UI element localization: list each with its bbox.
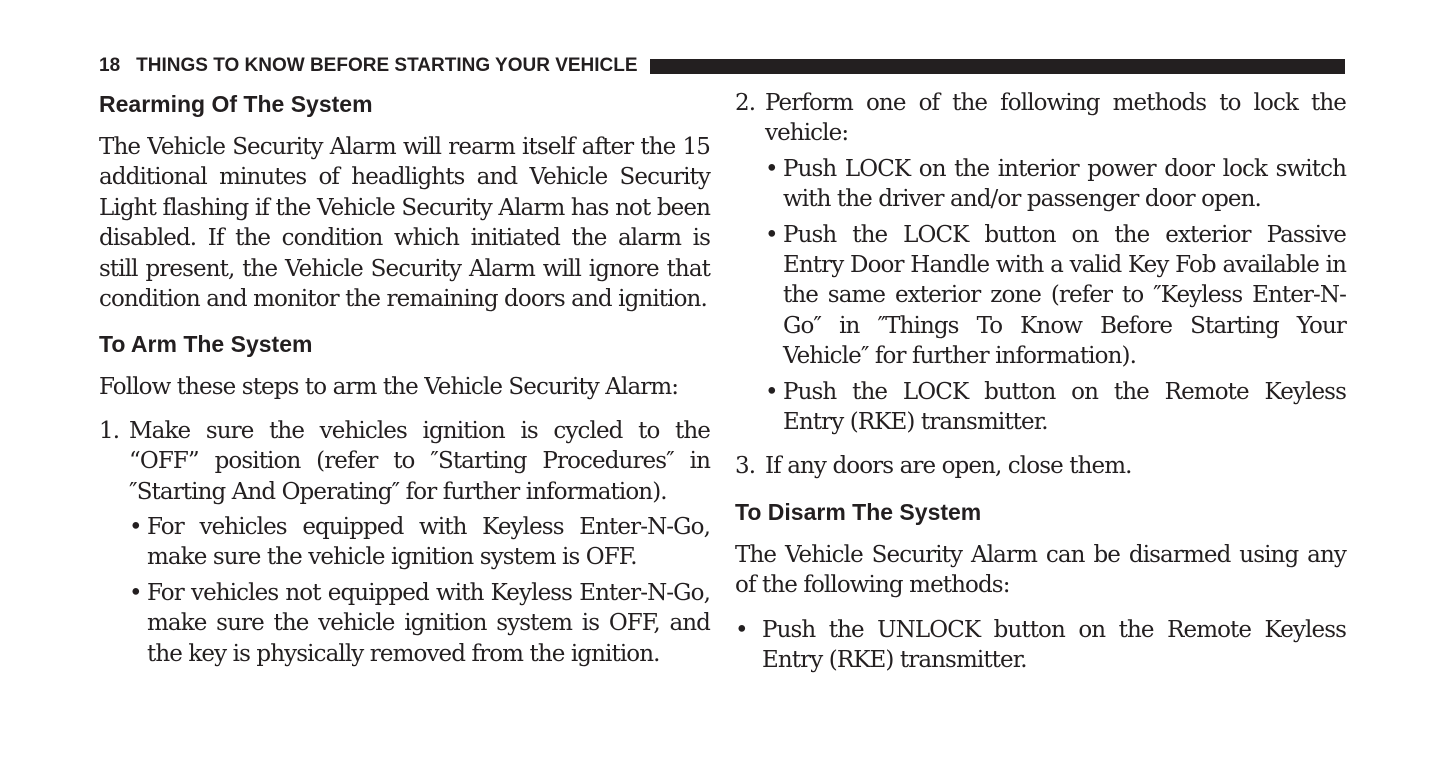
rearm-paragraph: The Vehicle Security Alarm will rearm itself after the 15 additional minutes of headlights and Vehicle Security Light flashing if the Vehicle Security Alarm has not been disabled. If the condition which initiated the alarm is still present, the Vehicle Security Alarm will ignore that condition and monitor the remaining doors and ignition. [99, 134, 710, 313]
step-1 [99, 416, 710, 669]
bullet-icon: • [765, 155, 778, 182]
left-column [99, 88, 710, 669]
arm-intro: Follow these steps to arm the Vehicle Security Alarm: [99, 374, 679, 401]
list-item: • For vehicles equipped with Keyless Enter-N-Go, make sure the vehicle ignition system is OFF. [129, 514, 710, 571]
step-2-number: 2. [735, 90, 756, 116]
list-item: • Push the LOCK button on the exterior Passive Entry Door Handle with a valid Key Fob available in the same exterior zone (refer to ″Keyless Enter-N-Go″ in ″Things To Know Before Starting Your Vehicle″ for further information). [765, 221, 1346, 370]
running-title: THINGS TO KNOW BEFORE STARTING YOUR VEHICLE [136, 55, 638, 76]
disarm-bullets [735, 615, 1346, 676]
list-item: • Push LOCK on the interior power door lock switch with the driver and/or passenger door open. [765, 155, 1346, 213]
header-rule [650, 59, 1345, 74]
list-item: • Push the LOCK button on the Remote Keyless Entry (RKE) transmitter. [765, 378, 1346, 436]
step-1-text: Make sure the vehicles ignition is cycled to the “OFF” position (refer to ″Starting Procedures″ in ″Starting And Operating″ for further information). [129, 417, 710, 505]
disarm-paragraph: The Vehicle Security Alarm can be disarmed using any of the following methods: [735, 541, 1346, 599]
list-item: • For vehicles not equipped with Keyless Enter-N-Go, make sure the vehicle ignition system is OFF, and the key is physically removed from the ignition. [129, 579, 710, 667]
bullet-icon: • [129, 514, 142, 541]
step-1-number: 1. [99, 417, 120, 444]
step-2-bullets [765, 154, 1346, 438]
step-3 [735, 451, 1346, 481]
step-2-text: Perform one of the following methods to lock the vehicle: [765, 90, 1346, 147]
page-number: 18 [99, 55, 121, 76]
page-header [99, 54, 1345, 78]
step-1-bullets [129, 512, 710, 669]
bullet-icon: • [735, 616, 748, 643]
bullet-icon: • [765, 221, 778, 248]
right-column [735, 88, 1346, 676]
bullet-icon: • [765, 378, 778, 405]
bullet-icon: • [129, 579, 142, 606]
disarm-heading: To Disarm The System [735, 498, 982, 525]
step-2 [735, 88, 1346, 437]
step-3-number: 3. [735, 453, 756, 480]
list-item: • Push the UNLOCK button on the Remote Keyless Entry (RKE) transmitter. [735, 616, 1346, 674]
step-3-text: If any doors are open, close them. [765, 453, 1132, 480]
rearm-heading: Rearming Of The System [99, 91, 373, 117]
arm-heading: To Arm The System [99, 331, 313, 358]
